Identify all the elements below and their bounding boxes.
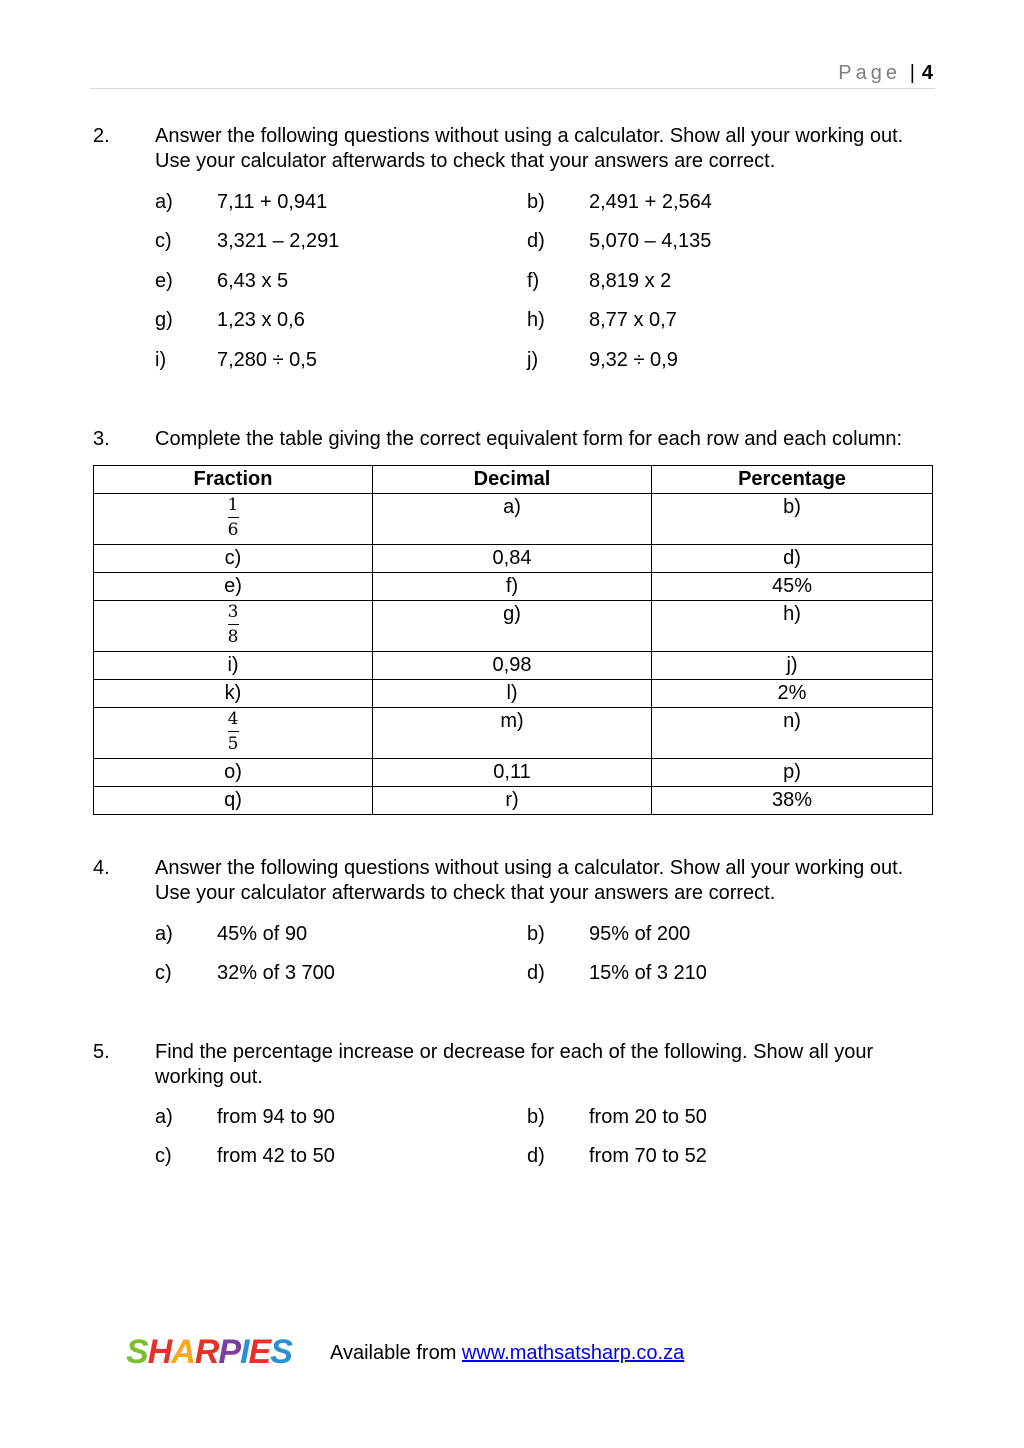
q2-item-j-label: j) xyxy=(527,349,539,371)
percentage-cell: 38% xyxy=(652,787,933,815)
logo-letter: S xyxy=(126,1333,148,1371)
q5-item-a-label: a) xyxy=(155,1106,173,1128)
q4-item-c-label: c) xyxy=(155,962,172,984)
decimal-cell: r) xyxy=(373,787,652,815)
decimal-cell: l) xyxy=(373,680,652,708)
q2-item-i-expr: 7,280 ÷ 0,5 xyxy=(217,349,317,371)
fraction-numerator: 4 xyxy=(227,709,239,729)
q2-item-b-expr: 2,491 + 2,564 xyxy=(589,191,712,213)
question-5-number: 5. xyxy=(93,1041,110,1063)
q2-item-c-expr: 3,321 – 2,291 xyxy=(217,230,340,252)
website-link[interactable]: www.mathsatsharp.co.za xyxy=(461,1342,685,1364)
percentage-cell: 2% xyxy=(652,680,933,708)
q2-item-h-expr: 8,77 x 0,7 xyxy=(589,309,677,331)
column-header-percentage: Percentage xyxy=(652,466,933,494)
q2-item-f-label: f) xyxy=(527,270,540,292)
q5-item-c-label: c) xyxy=(155,1145,172,1167)
q4-item-d-label: d) xyxy=(527,962,545,984)
question-2-line-2: Use your calculator afterwards to check that your answers are correct. xyxy=(155,150,776,172)
question-4-text xyxy=(155,856,935,906)
logo-letter: R xyxy=(194,1333,219,1371)
table-row xyxy=(94,494,933,545)
logo-letter: S xyxy=(270,1333,292,1371)
question-4-number: 4. xyxy=(93,857,110,879)
q5-item-b-expr: from 20 to 50 xyxy=(589,1106,707,1128)
logo-letter: A xyxy=(171,1333,195,1371)
fraction-cell: i) xyxy=(94,652,373,680)
question-4-line-1: Answer the following questions without using a calculator. Show all your working out. xyxy=(155,857,904,879)
fraction-denominator: 6 xyxy=(227,520,239,540)
decimal-cell: m) xyxy=(373,708,652,759)
footer-available-text: Available from xyxy=(330,1342,457,1364)
q2-item-d-label: d) xyxy=(527,230,545,252)
fraction-cell: o) xyxy=(94,759,373,787)
logo-letter: I xyxy=(240,1333,249,1371)
q2-item-d-expr: 5,070 – 4,135 xyxy=(589,230,712,252)
page-header xyxy=(90,60,935,89)
q2-item-e-expr: 6,43 x 5 xyxy=(217,270,289,292)
percentage-cell: n) xyxy=(652,708,933,759)
question-2-line-1: Answer the following questions without using a calculator. Show all your working out. xyxy=(155,125,904,147)
question-2-text xyxy=(155,124,935,174)
page-number: 4 xyxy=(921,62,933,84)
question-4-line-2: Use your calculator afterwards to check that your answers are correct. xyxy=(155,882,776,904)
q2-item-b-label: b) xyxy=(527,191,545,213)
fraction-cell: e) xyxy=(94,573,373,601)
decimal-cell: f) xyxy=(373,573,652,601)
percentage-cell: p) xyxy=(652,759,933,787)
fraction-bar xyxy=(228,624,239,625)
question-3-text: Complete the table giving the correct equivalent form for each row and each column: xyxy=(155,428,903,450)
question-5-line-1: Find the percentage increase or decrease for each of the following. Show all your xyxy=(155,1041,874,1063)
q2-item-e-label: e) xyxy=(155,270,173,292)
column-header-decimal: Decimal xyxy=(373,466,652,494)
q2-item-i-label: i) xyxy=(155,349,167,371)
q2-item-a-expr: 7,11 + 0,941 xyxy=(217,191,328,213)
column-header-fraction: Fraction xyxy=(94,466,373,494)
decimal-cell: 0,84 xyxy=(373,545,652,573)
q4-item-c-expr: 32% of 3 700 xyxy=(217,962,335,984)
fraction-bar xyxy=(228,731,239,732)
footer-availability xyxy=(330,1342,684,1365)
question-3-number: 3. xyxy=(93,428,110,450)
q4-item-a-label: a) xyxy=(155,923,173,945)
logo-letter: E xyxy=(248,1333,271,1371)
q5-item-c-expr: from 42 to 50 xyxy=(217,1145,335,1167)
table-row xyxy=(94,759,933,787)
q5-item-b-label: b) xyxy=(527,1106,545,1128)
table-row xyxy=(94,787,933,815)
q2-item-a-label: a) xyxy=(155,191,173,213)
fraction-cell xyxy=(94,708,373,759)
fraction-bar xyxy=(228,517,239,518)
q2-item-f-expr: 8,819 x 2 xyxy=(589,270,672,292)
q2-item-g-expr: 1,23 x 0,6 xyxy=(217,309,305,331)
table-header-row xyxy=(94,466,933,494)
table-row xyxy=(94,708,933,759)
fraction xyxy=(228,496,239,539)
fraction-numerator: 1 xyxy=(227,495,239,515)
q5-item-d-expr: from 70 to 52 xyxy=(589,1145,707,1167)
q4-item-b-label: b) xyxy=(527,923,545,945)
logo-letter: P xyxy=(218,1333,241,1371)
fraction xyxy=(228,603,239,646)
sharpies-logo xyxy=(126,1333,292,1372)
percentage-cell: h) xyxy=(652,601,933,652)
table-row xyxy=(94,680,933,708)
q2-item-c-label: c) xyxy=(155,230,172,252)
q4-item-b-expr: 95% of 200 xyxy=(589,923,691,945)
table-row xyxy=(94,601,933,652)
q2-item-g-label: g) xyxy=(155,309,173,331)
question-5-line-2: working out. xyxy=(155,1066,263,1088)
question-2-number: 2. xyxy=(93,125,110,147)
q5-item-a-expr: from 94 to 90 xyxy=(217,1106,335,1128)
table-row xyxy=(94,545,933,573)
q5-item-d-label: d) xyxy=(527,1145,545,1167)
percentage-cell: 45% xyxy=(652,573,933,601)
fraction-cell xyxy=(94,494,373,545)
equivalents-table xyxy=(93,465,933,815)
decimal-cell: 0,98 xyxy=(373,652,652,680)
fraction-cell: q) xyxy=(94,787,373,815)
page-word: Page xyxy=(838,62,901,84)
fraction-cell xyxy=(94,601,373,652)
fraction xyxy=(228,710,239,753)
page-separator: | xyxy=(909,62,915,84)
fraction-denominator: 5 xyxy=(227,734,239,754)
q2-item-j-expr: 9,32 ÷ 0,9 xyxy=(589,349,678,371)
percentage-cell: b) xyxy=(652,494,933,545)
table-row xyxy=(94,652,933,680)
q2-item-h-label: h) xyxy=(527,309,545,331)
table-row xyxy=(94,573,933,601)
percentage-cell: j) xyxy=(652,652,933,680)
logo-letter: H xyxy=(147,1333,172,1371)
fraction-cell: k) xyxy=(94,680,373,708)
q4-item-a-expr: 45% of 90 xyxy=(217,923,308,945)
decimal-cell: 0,11 xyxy=(373,759,652,787)
decimal-cell: a) xyxy=(373,494,652,545)
percentage-cell: d) xyxy=(652,545,933,573)
fraction-cell: c) xyxy=(94,545,373,573)
fraction-numerator: 3 xyxy=(227,602,239,622)
decimal-cell: g) xyxy=(373,601,652,652)
fraction-denominator: 8 xyxy=(227,627,239,647)
question-5-text xyxy=(155,1040,935,1090)
q4-item-d-expr: 15% of 3 210 xyxy=(589,962,707,984)
